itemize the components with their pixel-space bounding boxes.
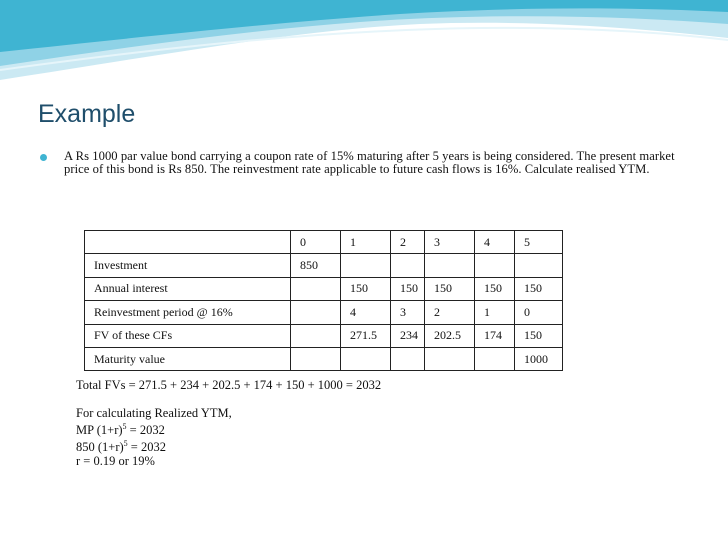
table-cell [341,347,391,370]
table-cell: 150 [391,277,425,300]
table-cell: 150 [515,277,563,300]
table-row [85,254,563,277]
table-cell: 3 [425,231,475,254]
table-cell: 1 [341,231,391,254]
table-cell: Investment [85,254,291,277]
table-cell: 1 [475,301,515,324]
table-cell: FV of these CFs [85,324,291,347]
table-cell [341,254,391,277]
table-row [85,277,563,300]
table-cell [391,254,425,277]
table-row [85,324,563,347]
mp-equation-result: = 2032 [126,423,165,438]
table-row [85,347,563,370]
table-cell: 850 [291,254,341,277]
table-cell: 234 [391,324,425,347]
table-cell: 150 [515,324,563,347]
table-cell: 2 [391,231,425,254]
mp-equation-exponent: 5 [122,422,127,431]
mp-equation-base: MP (1+r) [76,423,123,438]
price-equation-exponent: 5 [123,439,128,449]
table-cell [425,254,475,277]
table-cell [291,301,341,324]
total-fv-line: Total FVs = 271.5 + 234 + 202.5 + 174 + 150 + 1000 = 2032 [76,378,382,392]
table-cell: 150 [341,277,391,300]
table-cell [391,347,425,370]
table-cell [475,347,515,370]
price-equation-result: = 2032 [127,440,166,455]
bullet-dot-icon [40,154,47,161]
table-cell: 174 [475,324,515,347]
table-cell [515,254,563,277]
table-cell: 150 [425,277,475,300]
table-cell: 5 [515,231,563,254]
table-cell: 202.5 [425,324,475,347]
table-cell: 0 [291,231,341,254]
price-equation-base: 850 (1+r) [76,440,124,455]
table-cell: Maturity value [85,347,291,370]
header-wave-decoration [0,0,728,90]
table-header-row [85,231,563,254]
price-equation-line [76,437,381,454]
table-cell: 0 [515,301,563,324]
table-cell: Annual interest [85,277,291,300]
table-row [85,301,563,324]
table-cell [425,347,475,370]
table-cell: 1000 [515,347,563,370]
problem-statement: A Rs 1000 par value bond carrying a coupon rate of 15% maturing after 5 years is being considered. The present market price of this bond is Rs 850. The reinvestment rate applicable to future cash flows is 16%. Calculate realised YTM. [64,149,675,176]
table-cell: 3 [391,301,425,324]
table-cell: 4 [341,301,391,324]
calculation-block [76,378,381,468]
table-cell [291,324,341,347]
mp-equation-line [76,420,381,437]
table-cell: 271.5 [341,324,391,347]
cash-flow-table [84,230,563,371]
table-cell [475,254,515,277]
table-cell: Reinvestment period @ 16% [85,301,291,324]
table-cell: 4 [475,231,515,254]
result-line: r = 0.19 or 19% [76,454,155,469]
slide-title: Example [38,100,136,128]
bullet-item [40,150,695,175]
calc-intro-line: For calculating Realized YTM, [76,406,232,420]
table-cell [291,277,341,300]
table-cell [291,347,341,370]
table-cell: 2 [425,301,475,324]
table-cell: 150 [475,277,515,300]
table-cell [85,231,291,254]
